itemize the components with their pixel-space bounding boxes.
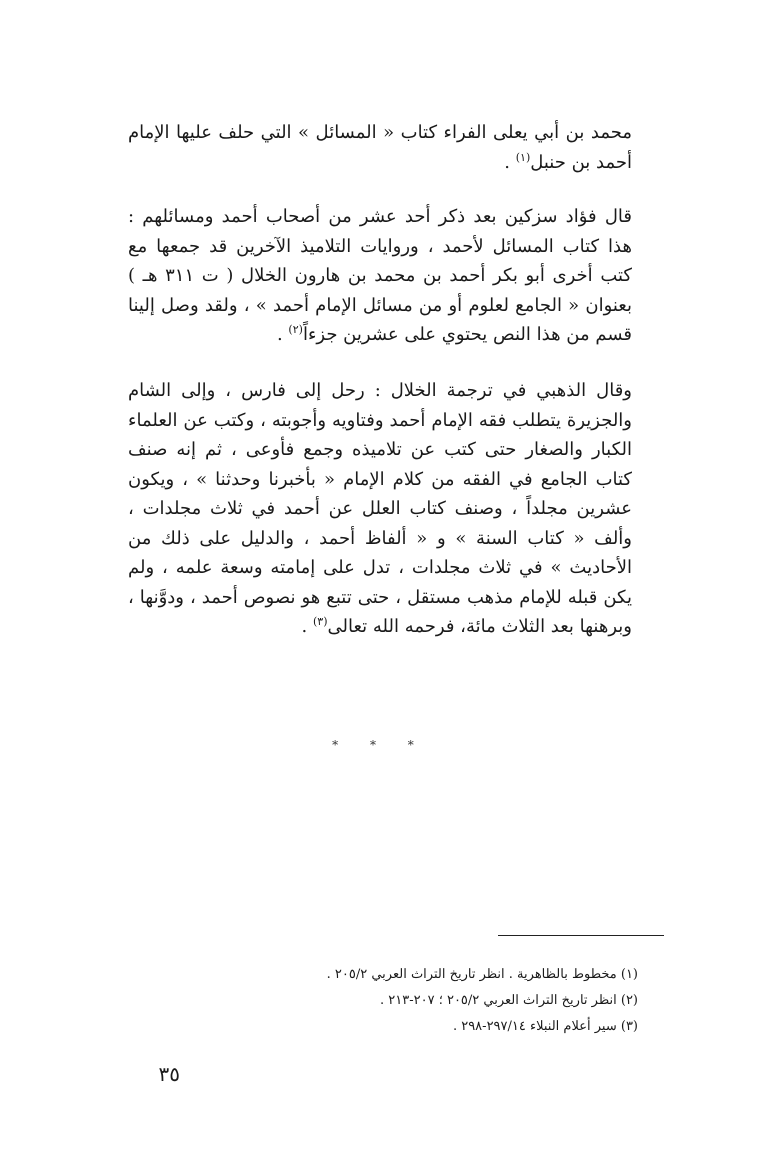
footnotes bbox=[128, 962, 638, 1040]
paragraph-3-tail: . bbox=[301, 616, 313, 637]
paragraph-2 bbox=[128, 202, 632, 350]
page-number: ٣٥ bbox=[158, 1062, 180, 1086]
footnote-2: (٢) انظر تاريخ التراث العربي ٢٠٥/٢ ؛ ٢٠٧-٢١٣ . bbox=[379, 993, 638, 1008]
paragraph-1 bbox=[128, 118, 632, 177]
paragraph-3 bbox=[128, 376, 632, 642]
paragraph-2-tail: . bbox=[276, 324, 289, 345]
section-separator: * * * bbox=[332, 738, 428, 752]
footnote-divider bbox=[498, 935, 664, 936]
footnote-3: (٣) سير أعلام النبلاء ٢٩٧/١٤-٢٩٨ . bbox=[452, 1019, 638, 1034]
footnote-ref-2: (٢) bbox=[288, 323, 303, 336]
footnote-ref-3: (٣) bbox=[312, 615, 328, 628]
footnote-ref-1: (١) bbox=[515, 150, 531, 164]
paragraph-2-text: قال فؤاد سزكين بعد ذكر أحد عشر من أصحاب أحمد ومسائلهم : هذا كتاب المسائل لأحمد ، وروايات التلاميذ الآخرين قد جمعها مع كتب أخرى أبو بكر أحمد بن محمد بن هارون الخلال ( ت ٣١١ هـ ) بعنوان « الجامع لعلوم أو من مسائل الإمام أحمد » ، ولقد وصل إلينا قسم من هذا النص يحتوي على عشرين جزءاً bbox=[128, 206, 633, 345]
paragraph-1-text: محمد بن أبي يعلى الفراء كتاب « المسائل » التي حلف عليها الإمام أحمد بن حنبل bbox=[128, 122, 632, 173]
paragraph-3-text: وقال الذهبي في ترجمة الخلال : رحل إلى فارس ، وإلى الشام والجزيرة يتطلب فقه الإمام أحمد وفتاويه وأجوبته ، وكتب عن العلماء الكبار والصغار حتى كتب عن تلاميذه وجمع فأوعى ، ثم إنه صنف كتاب الجامع في الفقه من كلام الإمام « بأخبرنا وحدثنا » ، ويكون عشرين مجلداً ، وصنف كتاب العلل عن أحمد في ثلاث مجلدات ، وألف « كتاب السنة » و « ألفاظ أحمد ، والدليل على ذلك من الأحاديث » في ثلاث مجلدات ، تدل على إمامته وسعة علمه ، ولم يكن قبله للإمام مذهب مستقل ، حتى تتبع هو نصوص أحمد ، ودوَّنها ، وبرهنها بعد الثلاث مائة، فرحمه الله تعالى bbox=[128, 380, 633, 637]
paragraph-1-tail: . bbox=[504, 151, 516, 173]
footnote-1: (١) مخطوط بالظاهرية . انظر تاريخ التراث العربي ٢٠٥/٢ . bbox=[326, 967, 638, 982]
